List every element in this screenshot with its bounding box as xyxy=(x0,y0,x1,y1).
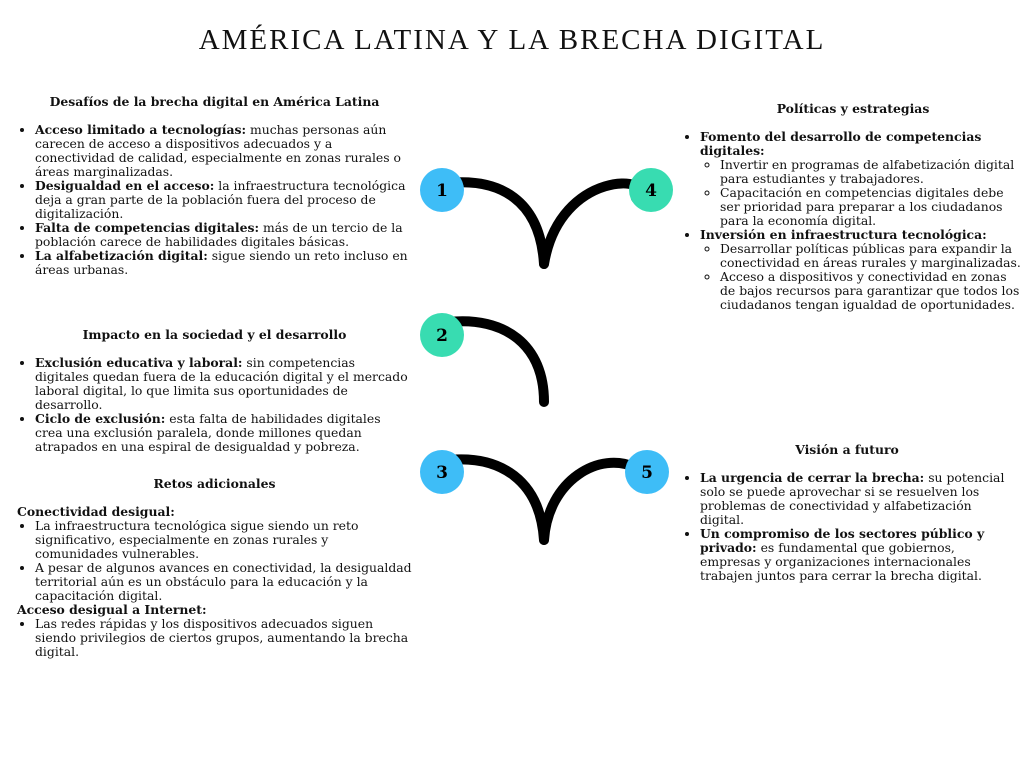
node-4 xyxy=(629,168,673,212)
impacto-section xyxy=(17,328,412,454)
politicas-list xyxy=(682,130,1024,312)
list-item: • Un compromiso de los sectores público y privado: es fundamental que gobiernos, empresas y organizaciones internacionales trabajen juntos para cerrar la brecha digital. xyxy=(700,527,1012,583)
list-item: ◦ Capacitación en competencias digitales debe ser prioridad para preparar a los ciudadanos para la economía digital. xyxy=(720,186,1024,228)
list-item: • Las redes rápidas y los dispositivos adecuados siguen siendo privilegios de ciertos grupos, aumentando la brecha digital. xyxy=(35,617,412,659)
politicas-sublist-2 xyxy=(700,242,1024,312)
retos-list-2 xyxy=(17,617,412,659)
node-1-label: 1 xyxy=(436,181,448,201)
node-5-label: 5 xyxy=(641,463,653,483)
node-2-label: 2 xyxy=(436,326,448,346)
politicas-heading: Políticas y estrategias xyxy=(776,101,930,116)
politicas-sublist-1 xyxy=(700,158,1024,228)
node-2 xyxy=(420,313,464,357)
list-item: • Desigualdad en el acceso: la infraestructura tecnológica deja a gran parte de la población fuera del proceso de digitalización. xyxy=(35,179,412,221)
desafios-heading: Desafíos de la brecha digital en América Latina xyxy=(49,94,380,109)
impacto-list xyxy=(17,356,412,454)
node-5 xyxy=(625,450,669,494)
vision-heading: Visión a futuro xyxy=(795,442,899,457)
desafios-section xyxy=(17,95,412,277)
page-title: AMÉRICA LATINA Y LA BRECHA DIGITAL xyxy=(198,24,826,56)
retos-heading: Retos adicionales xyxy=(153,476,276,491)
desafios-list xyxy=(17,123,412,277)
vision-list xyxy=(682,471,1012,583)
list-item: • A pesar de algunos avances en conectividad, la desigualdad territorial aún es un obstáculo para la educación y la capacitación digital. xyxy=(35,561,412,603)
list-item: • Inversión en infraestructura tecnológica: ◦ Desarrollar políticas públicas para expandir la conectividad en áreas rurales y marginalizadas. ◦ Acceso a dispositivos y conectividad en zonas de bajos recursos para garantizar que todos los ciudadanos tengan igualdad de oportunidades. xyxy=(700,228,1024,312)
retos-list-1 xyxy=(17,519,412,603)
politicas-section xyxy=(682,102,1024,312)
list-item: • La alfabetización digital: sigue siendo un reto incluso en áreas urbanas. xyxy=(35,249,412,277)
impacto-heading: Impacto en la sociedad y el desarrollo xyxy=(82,327,347,342)
list-item: • Exclusión educativa y laboral: sin competencias digitales quedan fuera de la educación digital y el mercado laboral digital, lo que limita sus oportunidades de desarrollo. xyxy=(35,356,412,412)
list-item: ◦ Acceso a dispositivos y conectividad en zonas de bajos recursos para garantizar que todos los ciudadanos tengan igualdad de oportunidades. xyxy=(720,270,1024,312)
retos-subtitle-2: Acceso desigual a Internet: xyxy=(17,602,207,617)
node-3-label: 3 xyxy=(436,463,448,483)
arc-4 xyxy=(544,183,640,264)
list-item: • La infraestructura tecnológica sigue siendo un reto significativo, especialmente en zonas rurales y comunidades vulnerables. xyxy=(35,519,412,561)
list-item: • Ciclo de exclusión: esta falta de habilidades digitales crea una exclusión paralela, donde millones quedan atrapados en una espiral de desigualdad y pobreza. xyxy=(35,412,412,454)
list-item: • Acceso limitado a tecnologías: muchas personas aún carecen de acceso a dispositivos adecuados y a conectividad de calidad, especialmente en zonas rurales o áreas marginalizadas. xyxy=(35,123,412,179)
node-4-label: 4 xyxy=(645,181,657,201)
list-item: • Fomento del desarrollo de competencias digitales: ◦ Invertir en programas de alfabetización digital para estudiantes y trabajadores. ◦ Capacitación en competencias digitales debe ser prioridad para preparar a los ciudadanos para la economía digital. xyxy=(700,130,1024,228)
list-item: • La urgencia de cerrar la brecha: su potencial solo se puede aprovechar si se resuelven los problemas de conectividad y alfabetización digital. xyxy=(700,471,1012,527)
vision-section xyxy=(682,443,1012,583)
node-1 xyxy=(420,168,464,212)
list-item: • Falta de competencias digitales: más de un tercio de la población carece de habilidades digitales básicas. xyxy=(35,221,412,249)
retos-subtitle-1: Conectividad desigual: xyxy=(17,504,175,519)
list-item: ◦ Invertir en programas de alfabetización digital para estudiantes y trabajadores. xyxy=(720,158,1024,186)
node-3 xyxy=(420,450,464,494)
list-item: ◦ Desarrollar políticas públicas para expandir la conectividad en áreas rurales y marginalizadas. xyxy=(720,242,1024,270)
arc-5 xyxy=(544,463,636,540)
retos-section xyxy=(17,477,412,659)
